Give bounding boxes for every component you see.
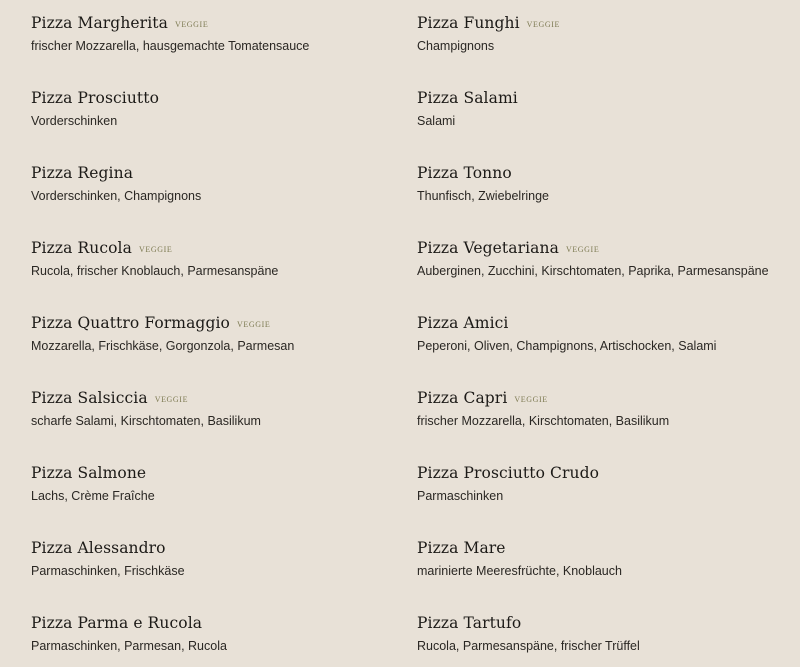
menu-item: [31, 89, 401, 128]
veggie-badge: VEGGIE: [514, 395, 548, 404]
veggie-badge: VEGGIE: [565, 245, 600, 254]
menu-item-description: frischer Mozzarella, hausgemachte Tomatensauce: [31, 39, 310, 53]
menu-item-name: Pizza Tonno: [417, 164, 512, 182]
menu-item-title-line: [417, 614, 787, 632]
veggie-badge: VEGGIE: [526, 20, 561, 29]
menu-item-description: Salami: [417, 114, 456, 128]
menu-item: [31, 539, 401, 578]
menu-item-title-line: [31, 239, 401, 257]
menu-item: [31, 164, 401, 203]
menu-item-description: Parmaschinken: [417, 489, 504, 503]
menu-item-name: Pizza Rucola: [31, 239, 132, 257]
menu-item-name: Pizza Amici: [417, 314, 509, 332]
menu-item-name: Pizza Capri: [417, 389, 508, 407]
menu-item-title-line: [417, 239, 787, 257]
menu-item-description: Auberginen, Zucchini, Kirschtomaten, Paprika, Parmesanspäne: [417, 264, 769, 278]
menu-item: [417, 314, 787, 353]
menu-item: [417, 14, 787, 53]
menu-item: [31, 314, 401, 353]
menu-item-description: Parmaschinken, Parmesan, Rucola: [31, 639, 227, 653]
menu-item: [417, 239, 787, 278]
menu-item-title-line: [31, 314, 401, 332]
menu-item: [31, 614, 401, 653]
menu-item-name: Pizza Prosciutto: [31, 89, 160, 107]
menu-item-title-line: [31, 614, 401, 632]
menu-item-name: Pizza Funghi: [417, 14, 520, 32]
menu-item-title-line: [417, 539, 787, 557]
menu-item-name: Pizza Margherita: [31, 14, 168, 32]
menu-item: [417, 389, 787, 428]
menu-item-name: Pizza Salmone: [31, 464, 147, 482]
menu-item-description: Champignons: [417, 39, 495, 53]
menu-item-name: Pizza Alessandro: [31, 539, 166, 557]
veggie-badge: VEGGIE: [154, 395, 189, 404]
menu-item: [417, 89, 787, 128]
menu-item: [417, 464, 787, 503]
menu-item-name: Pizza Salami: [417, 89, 518, 107]
menu-item-description: Lachs, Crème Fraîche: [31, 489, 155, 503]
menu-item-description: Vorderschinken, Champignons: [31, 189, 202, 203]
menu-item-description: Thunfisch, Zwiebelringe: [417, 189, 550, 203]
menu-item-description: Peperoni, Oliven, Champignons, Artischocken, Salami: [417, 339, 717, 353]
menu-item-title-line: [31, 14, 401, 32]
menu-item-name: Pizza Prosciutto Crudo: [417, 464, 600, 482]
menu-item-title-line: [417, 164, 787, 182]
menu-item-name: Pizza Salsiccia: [31, 389, 148, 407]
menu-item-name: Pizza Vegetariana: [417, 239, 559, 257]
menu-item-name: Pizza Parma e Rucola: [31, 614, 203, 632]
menu-item-name: Pizza Tartufo: [417, 614, 522, 632]
menu-item: [31, 389, 401, 428]
menu-item: [417, 539, 787, 578]
menu-item-name: Pizza Quattro Formaggio: [31, 314, 230, 332]
veggie-badge: VEGGIE: [174, 20, 209, 29]
menu-item-title-line: [31, 164, 401, 182]
menu-item-name: Pizza Mare: [417, 539, 506, 557]
menu-item-description: Vorderschinken: [31, 114, 118, 128]
menu-item: [31, 464, 401, 503]
veggie-badge: VEGGIE: [138, 245, 173, 254]
menu-item-title-line: [31, 389, 401, 407]
menu-item-title-line: [417, 464, 787, 482]
menu-item-title-line: [31, 539, 401, 557]
menu-item-name: Pizza Regina: [31, 164, 134, 182]
menu-item-title-line: [417, 89, 787, 107]
menu-item-title-line: [417, 314, 787, 332]
menu-item-description: Rucola, frischer Knoblauch, Parmesanspäne: [31, 264, 279, 278]
menu-item-title-line: [31, 464, 401, 482]
veggie-badge: VEGGIE: [236, 320, 271, 329]
menu-item-description: frischer Mozzarella, Kirschtomaten, Basilikum: [417, 414, 670, 428]
menu-item: [417, 614, 787, 653]
menu-item: [31, 14, 401, 53]
menu-item: [31, 239, 401, 278]
menu-item-description: Parmaschinken, Frischkäse: [31, 564, 185, 578]
menu-item-title-line: [31, 89, 401, 107]
menu-item: [417, 164, 787, 203]
menu-item-description: scharfe Salami, Kirschtomaten, Basilikum: [31, 414, 261, 428]
menu-item-title-line: [417, 14, 787, 32]
menu-item-title-line: [417, 389, 787, 407]
menu-item-description: Rucola, Parmesanspäne, frischer Trüffel: [417, 639, 640, 653]
menu-item-description: Mozzarella, Frischkäse, Gorgonzola, Parmesan: [31, 339, 295, 353]
menu-item-description: marinierte Meeresfrüchte, Knoblauch: [417, 564, 622, 578]
